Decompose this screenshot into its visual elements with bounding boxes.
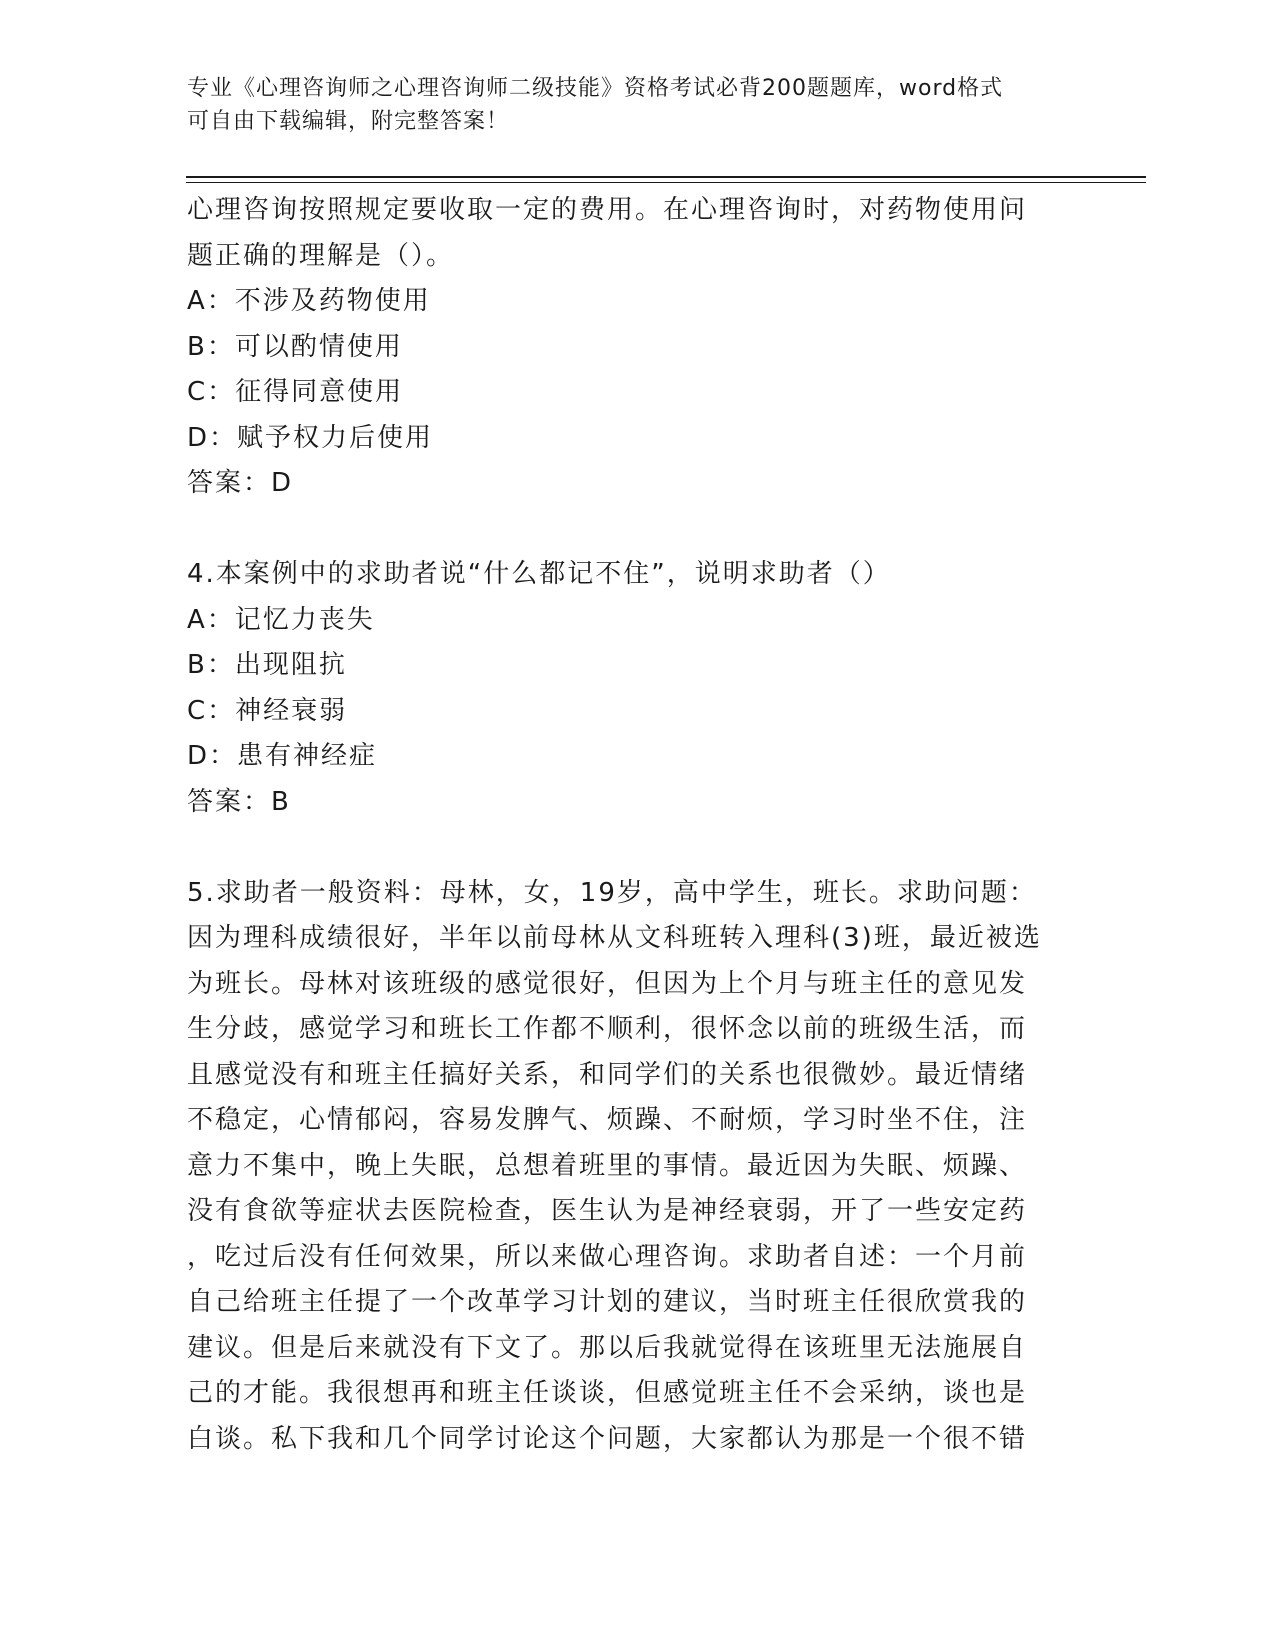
spacer: [187, 825, 1067, 871]
option-c: C：征得同意使用: [187, 377, 404, 407]
question-5: [187, 871, 1067, 1463]
question-stem: 心理咨询按照规定要收取一定的费用。在心理咨询时，对药物使用问: [187, 195, 1028, 225]
document-header: [187, 72, 1067, 138]
option-b: B：可以酌情使用: [187, 331, 403, 362]
question-text-line: ，吃过后没有任何效果，所以来做心理咨询。求助者自述：一个月前: [187, 1241, 1028, 1272]
question-stem: 4.本案例中的求助者说“什么都记不住”，说明求助者（）: [187, 559, 891, 589]
option-a: A：不涉及药物使用: [187, 286, 431, 316]
answer: 答案：D: [187, 468, 294, 498]
header-line-1: 专业《心理咨询师之心理咨询师二级技能》资格考试必背200题题库，word格式: [187, 76, 1004, 101]
question-text-line: 意力不集中，晚上失眠，总想着班里的事情。最近因为失眠、烦躁、: [187, 1150, 1028, 1181]
question-text-line: 自己给班主任提了一个改革学习计划的建议，当时班主任很欣赏我的: [187, 1287, 1028, 1317]
document-body: [187, 188, 1067, 1462]
question-text-line: 没有食欲等症状去医院检查，医生认为是神经衰弱，开了一些安定药: [187, 1196, 1028, 1226]
header-divider-thick: [186, 176, 1146, 178]
header-divider-thin: [186, 182, 1146, 183]
question-text-line: 建议。但是后来就没有下文了。那以后我就觉得在该班里无法施展自: [187, 1332, 1028, 1363]
question-text-line: 为班长。母林对该班级的感觉很好，但因为上个月与班主任的意见发: [187, 968, 1028, 999]
question-text-line: 生分歧，感觉学习和班长工作都不顺利，很怀念以前的班级生活，而: [187, 1014, 1028, 1044]
question-text-line: 5.求助者一般资料：母林，女，19岁，高中学生，班长。求助问题：: [187, 877, 1037, 908]
option-d: D：患有神经症: [187, 741, 378, 771]
answer: 答案：B: [187, 786, 291, 817]
option-d: D：赋予权力后使用: [187, 422, 434, 453]
option-b: B：出现阻抗: [187, 650, 347, 680]
question-text-line: 且感觉没有和班主任搞好关系，和同学们的关系也很微妙。最近情绪: [187, 1059, 1028, 1090]
option-a: A：记忆力丧失: [187, 604, 375, 635]
question-text-line: 白谈。私下我和几个同学讨论这个问题，大家都认为那是一个很不错: [187, 1423, 1028, 1454]
header-line-2: 可自由下载编辑，附完整答案！: [187, 109, 510, 134]
question-stem: 题正确的理解是（）。: [187, 240, 455, 271]
spacer: [187, 507, 1067, 553]
question-3: [187, 188, 1067, 507]
question-text-line: 不稳定，心情郁闷，容易发脾气、烦躁、不耐烦，学习时坐不住，注: [187, 1105, 1028, 1135]
question-text-line: 己的才能。我很想再和班主任谈谈，但感觉班主任不会采纳，谈也是: [187, 1378, 1028, 1408]
question-text-line: 因为理科成绩很好，半年以前母林从文科班转入理科(3)班，最近被选: [187, 923, 1042, 953]
option-c: C：神经衰弱: [187, 695, 348, 726]
question-4: [187, 552, 1067, 825]
